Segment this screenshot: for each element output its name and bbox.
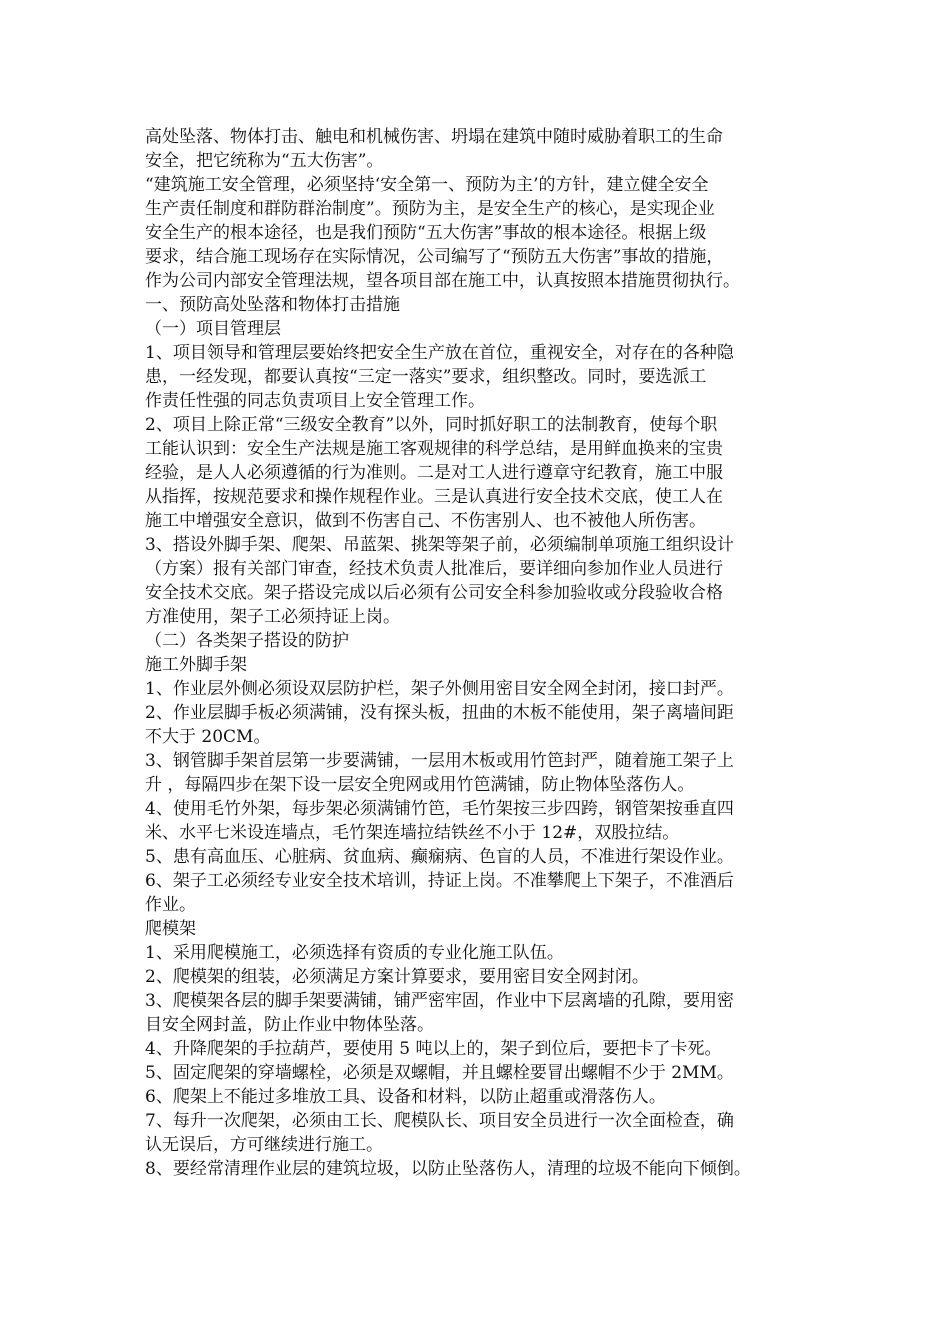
text-line: 1、采用爬模施工，必须选择有资质的专业化施工队伍。 xyxy=(145,943,564,963)
text-line: 6、爬架上不能过多堆放工具、设备和材料，以防止超重或滑落伤人。 xyxy=(145,1087,666,1107)
document-body xyxy=(145,125,825,1181)
topic-heading: 施工外脚手架 xyxy=(145,655,247,675)
text-line: 安全，把它统称为“五大伤害”。 xyxy=(145,151,384,171)
text-line: 2、项目上除正常“三级安全教育”以外，同时抓好职工的法制教育，使每个职 xyxy=(145,415,718,435)
text-line: 2、爬模架的组装，必须满足方案计算要求，要用密目安全网封闭。 xyxy=(145,967,649,987)
text-line: 作为公司内部安全管理法规，望各项目部在施工中，认真按照本措施贯彻执行。 xyxy=(145,271,740,291)
text-line: 工能认识到：安全生产法规是施工客观规律的科学总结，是用鲜血换来的宝贵 xyxy=(145,439,723,459)
text-line: 米、水平七米设连墙点，毛竹架连墙拉结铁丝不小于 12#，双股拉结。 xyxy=(145,823,680,843)
text-line: 6、架子工必须经专业安全技术培训，持证上岗。不准攀爬上下架子，不准酒后 xyxy=(145,871,734,891)
subsection-heading: （二）各类架子搭设的防护 xyxy=(145,631,349,651)
text-line: 5、固定爬架的穿墙螺栓，必须是双螺帽，并且螺栓要冒出螺帽不少于 2MM。 xyxy=(145,1063,734,1083)
text-line: 高处坠落、物体打击、触电和机械伤害、坍塌在建筑中随时威胁着职工的生命 xyxy=(145,127,723,147)
text-line: 2、作业层脚手板必须满铺，没有探头板，扭曲的木板不能使用，架子离墙间距 xyxy=(145,703,734,723)
text-line: 安全生产的根本途径，也是我们预防“五大伤害”事故的根本途径。根据上级 xyxy=(145,223,707,243)
text-line: 目安全网封盖，防止作业中物体坠落。 xyxy=(145,1015,434,1035)
text-line: 7、每升一次爬架，必须由工长、爬模队长、项目安全员进行一次全面检查，确 xyxy=(145,1111,734,1131)
text-line: 4、升降爬架的手拉葫芦，要使用 5 吨以上的，架子到位后，要把卡了卡死。 xyxy=(145,1039,722,1059)
text-line: 4、使用毛竹外架，每步架必须满铺竹笆，毛竹架按三步四跨，钢管架按垂直四 xyxy=(145,799,734,819)
text-line: 作责任性强的同志负责项目上安全管理工作。 xyxy=(145,391,485,411)
text-line: 1、项目领导和管理层要始终把安全生产放在首位，重视安全，对存在的各种隐 xyxy=(145,343,734,363)
text-line: 1、作业层外侧必须设双层防护栏，架子外侧用密目安全网全封闭，接口封严。 xyxy=(145,679,734,699)
subsection-heading: （一）项目管理层 xyxy=(145,319,281,339)
section-heading: 一、预防高处坠落和物体打击措施 xyxy=(145,295,400,315)
text-line: 升 ，每隔四步在架下设一层安全兜网或用竹笆满铺，防止物体坠落伤人。 xyxy=(145,775,695,795)
text-line: 施工中增强安全意识，做到不伤害自己、不伤害别人、也不被他人所伤害。 xyxy=(145,511,706,531)
text-line: 3、钢管脚手架首层第一步要满铺，一层用木板或用竹笆封严，随着施工架子上 xyxy=(145,751,734,771)
text-line: 不大于 20CM。 xyxy=(145,727,271,747)
text-line: 5、患有高血压、心脏病、贫血病、癫痫病、色盲的人员，不准进行架设作业。 xyxy=(145,847,734,867)
text-line: 3、爬模架各层的脚手架要满铺，铺严密牢固，作业中下层离墙的孔隙，要用密 xyxy=(145,991,734,1011)
text-line: 要求，结合施工现场存在实际情况，公司编写了“预防五大伤害”事故的措施， xyxy=(145,247,724,267)
topic-heading: 爬模架 xyxy=(145,919,196,939)
text-line: “建筑施工安全管理，必须坚持‘安全第一、预防为主’的方针，建立健全安全 xyxy=(145,175,709,195)
text-line: 经验，是人人必须遵循的行为准则。二是对工人进行遵章守纪教育，施工中服 xyxy=(145,463,723,483)
text-line: 患，一经发现，都要认真按“三定一落实”要求，组织整改。同时，要选派工 xyxy=(145,367,707,387)
text-line: 8、要经常清理作业层的建筑垃圾，以防止坠落伤人，清理的垃圾不能向下倾倒。 xyxy=(145,1159,751,1179)
text-line: 方准使用，架子工必须持证上岗。 xyxy=(145,607,400,627)
text-line: 生产责任制度和群防群治制度”。预防为主，是安全生产的核心，是实现企业 xyxy=(145,199,715,219)
text-line: 作业。 xyxy=(145,895,196,915)
text-line: 认无误后，方可继续进行施工。 xyxy=(145,1135,383,1155)
text-line: 安全技术交底。架子搭设完成以后必须有公司安全科参加验收或分段验收合格 xyxy=(145,583,723,603)
text-line: 从指挥，按规范要求和操作规程作业。三是认真进行安全技术交底，使工人在 xyxy=(145,487,723,507)
text-line: （方案）报有关部门审查，经技术负责人批准后，要详细向参加作业人员进行 xyxy=(145,559,723,579)
text-line: 3、搭设外脚手架、爬架、吊蓝架、挑架等架子前，必须编制单项施工组织设计 xyxy=(145,535,734,555)
